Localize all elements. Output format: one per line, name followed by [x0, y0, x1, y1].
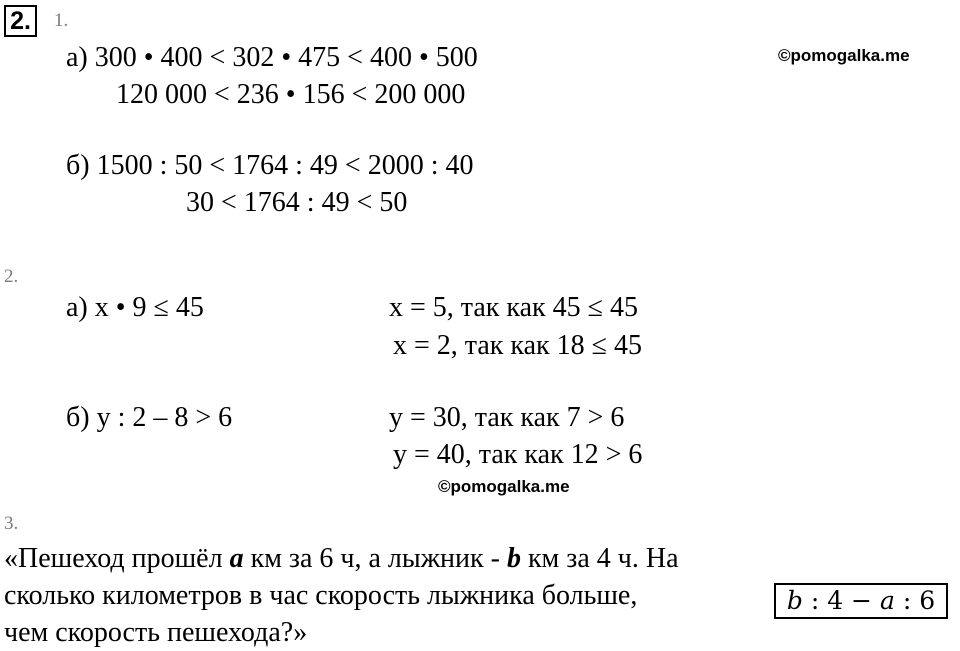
word-problem-text — [4, 540, 684, 651]
problem-text-part3: км за 4 ч. На сколько километров в час скорость лыжника больше, чем скорость пешехода?» — [4, 543, 679, 648]
part2-number: 2. — [4, 266, 19, 287]
part1-number: 1. — [54, 10, 69, 31]
answer-expression-box — [774, 583, 948, 619]
answer-op1: : 4 − — [802, 586, 880, 615]
part2-a-expression: а) x • 9 ≤ 45 — [66, 292, 204, 323]
part2-a-solution1: x = 5, так как 45 ≤ 45 — [389, 292, 638, 323]
part2-a-solution2: x = 2, так как 18 ≤ 45 — [393, 330, 642, 361]
part1-a-line1: а) 300 • 400 < 302 • 475 < 400 • 500 — [66, 42, 478, 73]
task-number-box: 2. — [4, 5, 37, 37]
part2-b-solution1: y = 30, так как 7 > 6 — [389, 402, 625, 433]
part1-b-line1: б) 1500 : 50 < 1764 : 49 < 2000 : 40 — [66, 150, 474, 181]
problem-text-part2: км за 6 ч, а лыжник - — [243, 543, 507, 574]
variable-b: b — [506, 543, 521, 574]
part1-a-line2: 120 000 < 236 • 156 < 200 000 — [116, 79, 466, 110]
problem-text-part1: «Пешеход прошёл — [4, 543, 230, 574]
part3-number: 3. — [4, 513, 19, 534]
watermark-top: ©pomogalka.me — [778, 46, 910, 65]
variable-a: a — [229, 543, 244, 574]
answer-op2: : 6 — [894, 586, 936, 615]
answer-var-a: a — [879, 586, 895, 615]
part1-b-line2: 30 < 1764 : 49 < 50 — [186, 187, 408, 218]
watermark-middle: ©pomogalka.me — [438, 477, 570, 496]
answer-var-b: b — [786, 586, 803, 615]
part2-b-expression: б) y : 2 – 8 > 6 — [66, 402, 233, 433]
part2-b-solution2: y = 40, так как 12 > 6 — [393, 439, 643, 470]
